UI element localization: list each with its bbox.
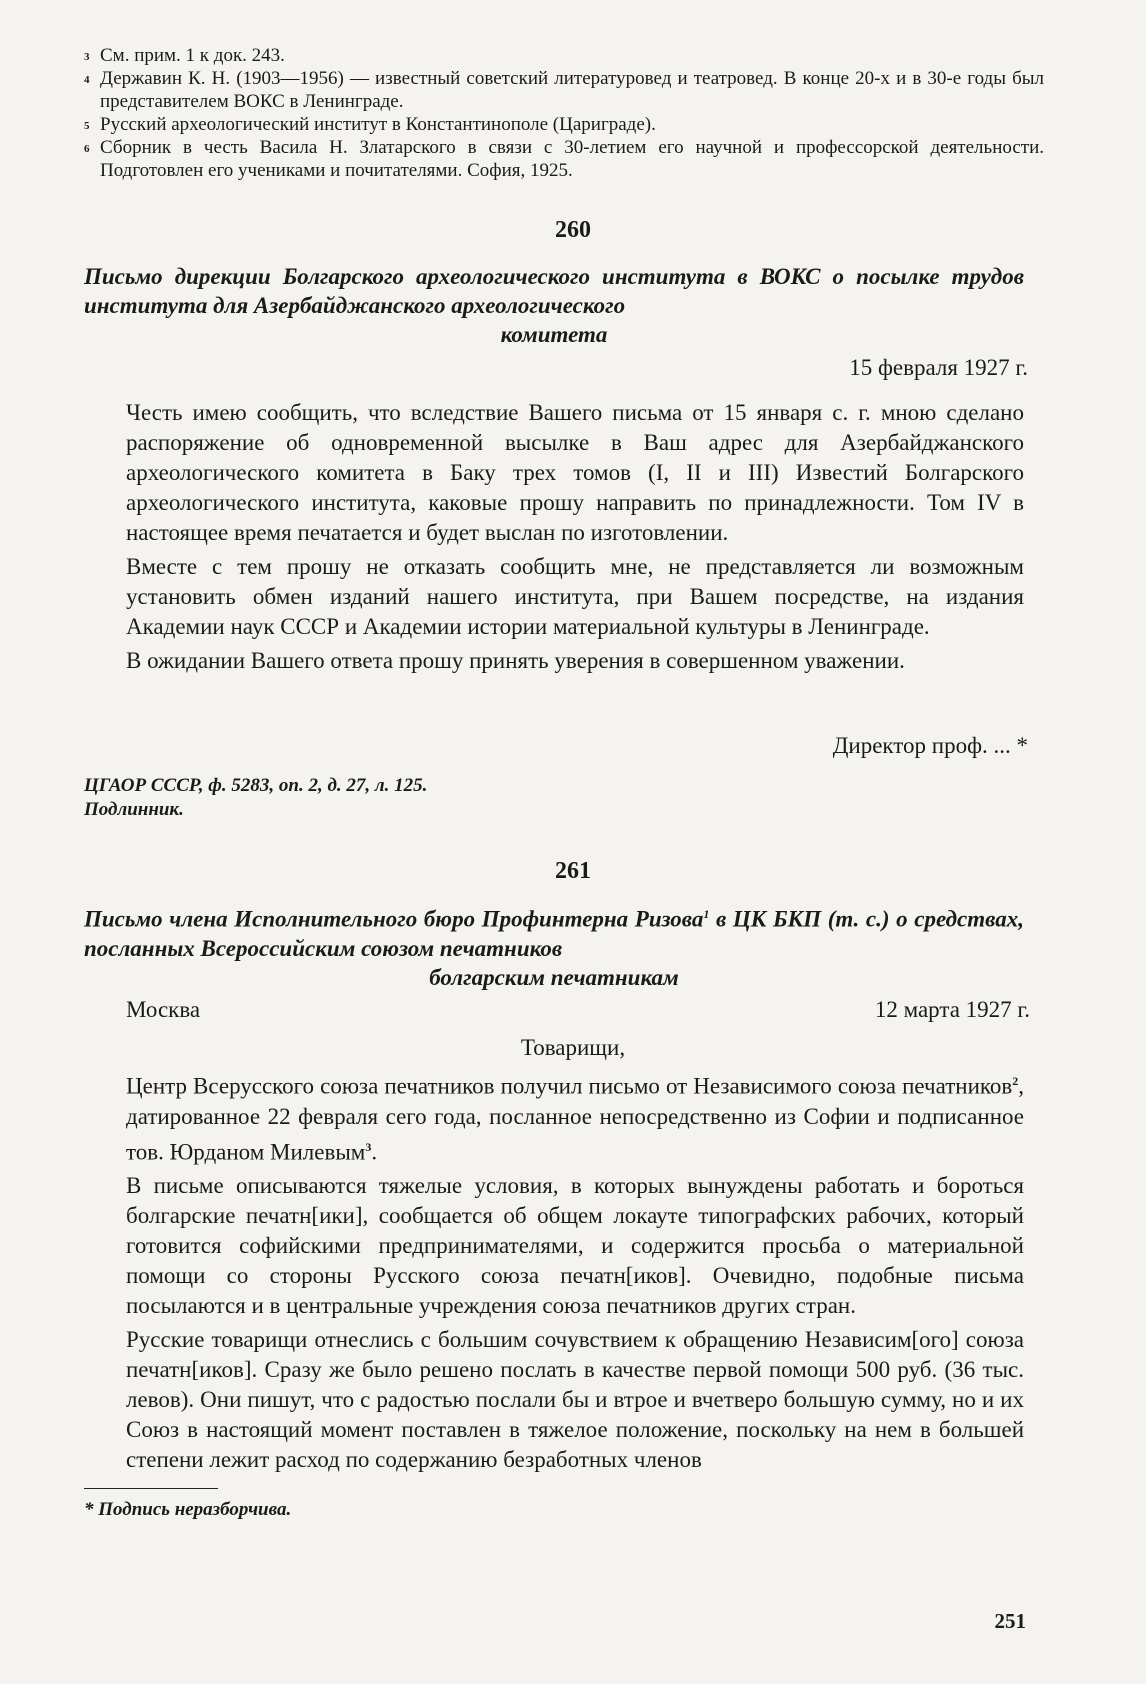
doc-260-number: 260 xyxy=(555,217,591,243)
doc-260-paragraph-2: Вместе с тем прошу не отказать сообщить мне, не представляется ли возможным установить обмен изданий нашего института, при Вашем посредстве, на издания Академии наук СССР и Академии истории материальной культуры в Ленинграде. xyxy=(126,554,1024,639)
doc-261-place: Москва xyxy=(126,997,201,1022)
footnote-4: 4 Державин К. Н. (1903—1956) — известный советский литературовед и театровед. В конце 20-х и в 30-е годы был представителем ВОКС в Ленинграде. xyxy=(84,68,1044,112)
doc-260-paragraph-1: Честь имею сообщить, что вследствие Вашего письма от 15 января с. г. мною сделано распоряжение об одновременной высылке в Ваш адрес для Азербайджанского археологического комитета в Баку трех томов (I, II и III) Известий Болгарского археологического института, каковые прошу направить по принадлежности. Том IV в настоящее время печатается и будет выслан по изготовлении. xyxy=(126,400,1024,545)
doc-261-paragraph-3: Русские товарищи отнеслись с большим сочувствием к обращению Независим[ого] союза печатн[иков]. Сразу же было решено послать в качестве первой помощи 500 руб. (36 тыс. левов). Они пишут, что с радостью послали бы и втрое и вчетверо большую сумму, но и их Союз в настоящий момент поставлен в тяжелое положение, поскольку на нем в большей степени лежит расход по содержанию безработных членов xyxy=(126,1327,1024,1473)
doc-261-place-date xyxy=(126,997,1030,1023)
doc-261-date: 12 марта 1927 г. xyxy=(874,997,1030,1022)
doc-261-paragraph-2: В письме описываются тяжелые условия, в которых вынуждены работать и бороться болгарские печатн[ики], сообщается об общем локауте типографских рабочих, который готовится софийскими предпринимателями, и содержится просьба о материальной помощи со стороны Русского союза печатн[иков]. Очевидно, подобные письма посылаются и в центральные учреждения союза печатников других стран. xyxy=(126,1173,1024,1319)
doc-261-body xyxy=(126,1066,1024,1475)
footnote-5: 5 Русский археологический институт в Константинополе (Цариграде). xyxy=(84,114,656,135)
doc-261-salutation: Товарищи, xyxy=(520,1035,626,1060)
doc-261-number: 261 xyxy=(555,858,591,884)
top-footnotes xyxy=(84,44,1044,182)
footnote-divider xyxy=(84,1488,218,1489)
doc-261-paragraph-1: Центр Всерусского союза печатников получил письмо от Независимого союза печатников$^2$, датированное 22 февраля сего года, посланное непосредственно из Софии и подписанное тов. Юрданом Милевым$^3$. xyxy=(126,1073,1024,1165)
page-number: 251 xyxy=(994,1609,1026,1633)
doc-260-date: 15 февраля 1927 г. xyxy=(849,355,1028,380)
footnote-6: 6 Сборник в честь Васила Н. Златарского в связи с 30-летием его научной и профессорской деятельности. Подготовлен его учениками и почитателями. София, 1925. xyxy=(84,137,1044,181)
doc-261-title: Письмо члена Исполнительного бюро Профинтерна Ризова$^1$ в ЦК БКП (т. с.) о средствах, посланных Всероссийским союзом печатников болгарским печатникам xyxy=(84,906,1024,990)
footnote-3: 3 См. прим. 1 к док. 243. xyxy=(84,45,285,66)
doc-260-body xyxy=(126,398,1024,676)
bottom-footnote: * Подпись неразборчива. xyxy=(84,1499,292,1520)
doc-260-paragraph-3: В ожидании Вашего ответа прошу принять уверения в совершенном уважении. xyxy=(126,648,905,673)
doc-260-title: Письмо дирекции Болгарского археологического института в ВОКС о посылке трудов института для Азербайджанского археологического комитета xyxy=(84,264,1024,347)
doc-260-source: ЦГАОР СССР, ф. 5283, оп. 2, д. 27, л. 125. Подлинник. xyxy=(84,775,428,820)
doc-260-signature: Директор проф. ... * xyxy=(832,733,1028,758)
